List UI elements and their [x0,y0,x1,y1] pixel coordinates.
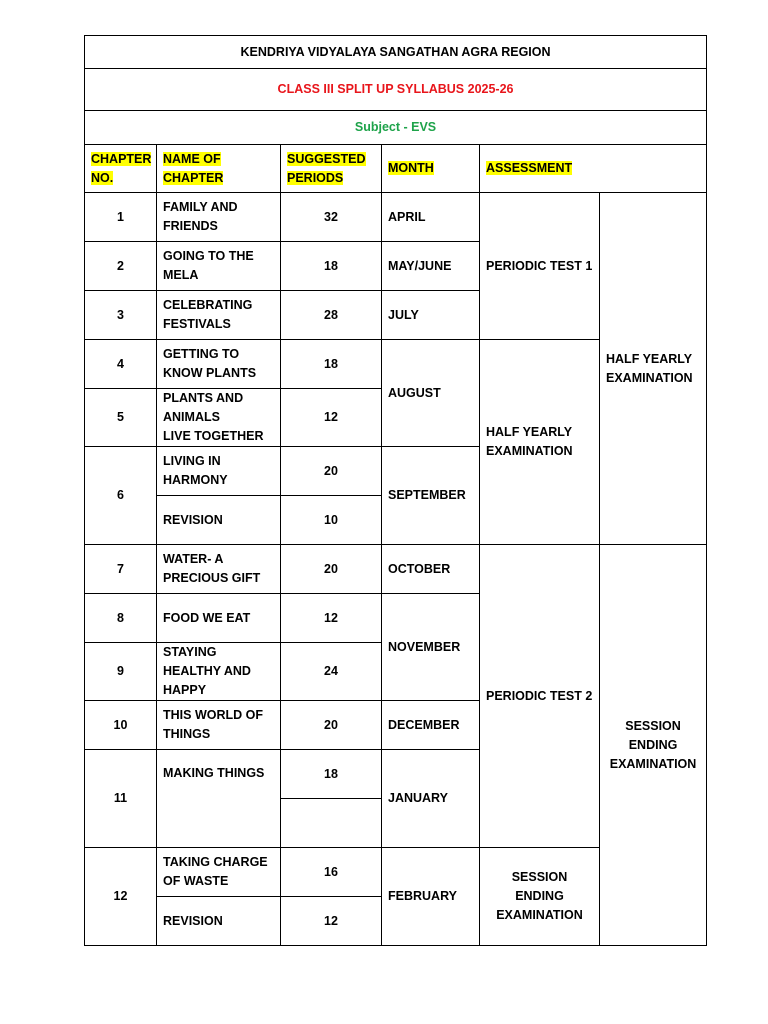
header-assessment-text: ASSESSMENT [486,161,573,175]
chapter-no: 1 [85,193,157,242]
month-cell: MAY/JUNE [382,242,480,291]
month-cell: DECEMBER [382,701,480,750]
chapter-name: WATER- A PRECIOUS GIFT [157,545,281,594]
month-cell: AUGUST [382,340,480,447]
month-cell: SEPTEMBER [382,447,480,545]
assessment-half-yearly-term: HALF YEARLY EXAMINATION [600,193,707,545]
chapter-name: REVISION [157,897,281,946]
chapter-name: FOOD WE EAT [157,594,281,643]
syllabus-table [84,35,707,946]
chapter-name: MAKING THINGS [157,750,281,848]
header-assessment [480,145,707,193]
suggested-periods: 18 [281,750,382,799]
chapter-no: 5 [85,389,157,447]
chapter-no: 10 [85,701,157,750]
chapter-name: FAMILY AND FRIENDS [157,193,281,242]
subject-label: Subject - EVS [85,111,707,145]
chapter-no: 7 [85,545,157,594]
suggested-periods: 12 [281,389,382,447]
suggested-periods: 20 [281,447,382,496]
suggested-periods: 12 [281,594,382,643]
chapter-no: 11 [85,750,157,848]
assessment-session-ending-term: SESSION ENDING EXAMINATION [600,545,707,946]
month-cell: NOVEMBER [382,594,480,701]
assessment-periodic-test-1: PERIODIC TEST 1 [480,193,600,340]
chapter-no: 9 [85,643,157,701]
header-month [382,145,480,193]
header-name-of-chapter [157,145,281,193]
chapter-name: TAKING CHARGE OF WASTE [157,848,281,897]
month-cell: APRIL [382,193,480,242]
chapter-name: THIS WORLD OF THINGS [157,701,281,750]
chapter-name: GOING TO THE MELA [157,242,281,291]
document-title: KENDRIYA VIDYALAYA SANGATHAN AGRA REGION [85,36,707,69]
suggested-periods: 20 [281,701,382,750]
header-name-text: NAME OF CHAPTER [163,151,224,185]
chapter-name: GETTING TO KNOW PLANTS [157,340,281,389]
chapter-no: 12 [85,848,157,946]
empty-periods-cell [281,799,382,848]
chapter-name: PLANTS AND ANIMALS LIVE TOGETHER [157,389,281,447]
suggested-periods: 10 [281,496,382,545]
chapter-no: 2 [85,242,157,291]
month-cell: JULY [382,291,480,340]
assessment-session-ending: SESSION ENDING EXAMINATION [480,848,600,946]
header-periods-text: SUGGESTED PERIODS [287,151,366,185]
suggested-periods: 24 [281,643,382,701]
header-month-text: MONTH [388,161,434,175]
chapter-name: CELEBRATING FESTIVALS [157,291,281,340]
chapter-no: 6 [85,447,157,545]
chapter-name: STAYING HEALTHY AND HAPPY [157,643,281,701]
header-chapter-no [85,145,157,193]
chapter-no: 8 [85,594,157,643]
assessment-half-yearly: HALF YEARLY EXAMINATION [480,340,600,545]
chapter-no: 4 [85,340,157,389]
month-cell: OCTOBER [382,545,480,594]
chapter-no: 3 [85,291,157,340]
assessment-periodic-test-2: PERIODIC TEST 2 [480,545,600,848]
suggested-periods: 16 [281,848,382,897]
suggested-periods: 20 [281,545,382,594]
chapter-name: REVISION [157,496,281,545]
suggested-periods: 28 [281,291,382,340]
suggested-periods: 18 [281,242,382,291]
chapter-name: LIVING IN HARMONY [157,447,281,496]
suggested-periods: 12 [281,897,382,946]
header-chapter-no-text: CHAPTER NO. [91,151,152,185]
suggested-periods: 32 [281,193,382,242]
header-suggested-periods [281,145,382,193]
month-cell: FEBRUARY [382,848,480,946]
month-cell: JANUARY [382,750,480,848]
syllabus-subtitle: CLASS III SPLIT UP SYLLABUS 2025-26 [85,69,707,111]
suggested-periods: 18 [281,340,382,389]
